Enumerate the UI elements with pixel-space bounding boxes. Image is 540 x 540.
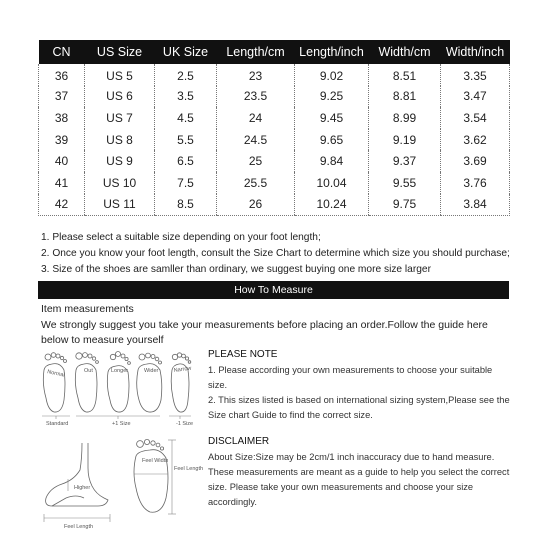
table-cell: 3.69	[441, 150, 510, 172]
table-cell: US 10	[85, 172, 155, 194]
table-cell: 23.5	[217, 86, 295, 108]
sole-label-feel-length: Feel Length	[174, 466, 204, 472]
table-cell: US 5	[85, 64, 155, 86]
please-note-line: 1. Please according your own measurements to choose your suitable size.	[208, 365, 493, 390]
sole-label-feel-width: Feel Width	[142, 458, 169, 464]
table-row	[39, 64, 510, 86]
table-cell: 2.5	[155, 64, 217, 86]
table-cell: 36	[39, 64, 85, 86]
disclaimer-title: DISCLAIMER	[208, 436, 270, 447]
group-label: Standard	[46, 421, 69, 427]
foot-wider-illustration	[137, 353, 162, 412]
table-cell: 38	[39, 107, 85, 129]
table-cell: 7.5	[155, 172, 217, 194]
foot-longer-illustration	[107, 352, 130, 413]
table-cell: 8.51	[369, 64, 441, 86]
size-chart-table	[38, 40, 510, 216]
table-row	[39, 129, 510, 151]
table-cell: 42	[39, 194, 85, 216]
foot-type-label: Narrow	[173, 365, 192, 374]
note-line: 3. Size of the shoes are samller than ordinary, we suggest buying one more size larger	[41, 264, 431, 275]
disclaimer-text: About Size:Size may be 2cm/1 inch inaccuracy due to hand measure. These measurements are meant as a guide to help you select the correct size. Please take your own measurements and choose your size accordingly.	[208, 452, 510, 507]
foot-type-label: Normal	[46, 369, 66, 379]
table-cell: 9.19	[369, 129, 441, 151]
side-label-feel-length: Feel Length	[64, 524, 94, 530]
col-header-cn: CN	[39, 40, 85, 64]
please-note-section	[208, 347, 511, 423]
table-cell: 40	[39, 150, 85, 172]
col-header-length-inch: Length/inch	[295, 40, 369, 64]
table-cell: 3.5	[155, 86, 217, 108]
note-line: 2. Once you know your foot length, consult the Size Chart to determine which size you should purchase;	[41, 248, 510, 259]
table-cell: US 6	[85, 86, 155, 108]
table-header-row	[39, 40, 510, 64]
group-label: +1 Size	[112, 421, 131, 427]
table-cell: 3.54	[441, 107, 510, 129]
table-cell: US 11	[85, 194, 155, 216]
disclaimer-section	[208, 434, 511, 510]
table-row	[39, 194, 510, 216]
table-cell: 9.75	[369, 194, 441, 216]
table-cell: 3.84	[441, 194, 510, 216]
table-cell: 24	[217, 107, 295, 129]
table-cell: 9.25	[295, 86, 369, 108]
table-cell: 41	[39, 172, 85, 194]
table-cell: 9.84	[295, 150, 369, 172]
table-cell: US 8	[85, 129, 155, 151]
col-header-length-cm: Length/cm	[217, 40, 295, 64]
table-row	[39, 150, 510, 172]
table-cell: 8.5	[155, 194, 217, 216]
table-cell: 8.99	[369, 107, 441, 129]
col-header-width-inch: Width/inch	[441, 40, 510, 64]
col-header-uk-size: UK Size	[155, 40, 217, 64]
table-cell: 3.47	[441, 86, 510, 108]
item-measurements-title: Item measurements	[41, 303, 134, 315]
table-cell: US 9	[85, 150, 155, 172]
table-cell: 9.55	[369, 172, 441, 194]
table-cell: 9.37	[369, 150, 441, 172]
table-cell: 10.24	[295, 194, 369, 216]
group-label: -1 Size	[176, 421, 194, 427]
measure-intro-text: We strongly suggest you take your measurements before placing an order.Follow the guide here below to measure yourself	[41, 319, 488, 346]
table-row	[39, 86, 510, 108]
note-line: 1. Please select a suitable size depending on your foot length;	[41, 232, 321, 243]
table-cell: 10.04	[295, 172, 369, 194]
table-cell: 3.62	[441, 129, 510, 151]
sole-view-foot-illustration	[134, 439, 168, 512]
table-cell: US 7	[85, 107, 155, 129]
table-cell: 9.65	[295, 129, 369, 151]
table-cell: 24.5	[217, 129, 295, 151]
table-cell: 4.5	[155, 107, 217, 129]
group-brackets	[42, 416, 191, 419]
table-cell: 23	[217, 64, 295, 86]
col-header-us-size: US Size	[85, 40, 155, 64]
col-header-width-cm: Width/cm	[369, 40, 441, 64]
side-label-higher: Higher	[74, 485, 91, 491]
table-cell: 8.81	[369, 86, 441, 108]
size-notes	[41, 230, 511, 278]
foot-normal-illustration	[43, 353, 66, 412]
group-labels	[46, 421, 193, 427]
table-cell: 25.5	[217, 172, 295, 194]
table-cell: 6.5	[155, 150, 217, 172]
foot-out-illustration	[75, 353, 98, 412]
foot-types-illustration	[43, 352, 190, 413]
foot-type-label: Longer	[111, 368, 129, 374]
table-cell: 5.5	[155, 129, 217, 151]
foot-type-label: Wider	[144, 368, 159, 374]
table-cell: 9.02	[295, 64, 369, 86]
table-cell: 3.35	[441, 64, 510, 86]
table-cell: 9.45	[295, 107, 369, 129]
please-note-title: PLEASE NOTE	[208, 349, 278, 360]
table-row	[39, 172, 510, 194]
please-note-line: 2. This sizes listed is based on international sizing system,Please see the Size chart Guide to find the correct size.	[208, 395, 510, 420]
foot-measurement-diagram	[38, 348, 204, 530]
foot-type-label: Out	[84, 368, 93, 374]
side-view-foot-illustration	[46, 443, 108, 506]
table-row	[39, 107, 510, 129]
table-cell: 26	[217, 194, 295, 216]
foot-type-labels	[47, 366, 192, 379]
table-cell: 37	[39, 86, 85, 108]
table-cell: 39	[39, 129, 85, 151]
table-cell: 25	[217, 150, 295, 172]
how-to-measure-header: How To Measure	[38, 281, 509, 299]
table-cell: 3.76	[441, 172, 510, 194]
sole-view-measure-lines	[134, 440, 176, 514]
foot-narrow-illustration	[171, 353, 191, 412]
